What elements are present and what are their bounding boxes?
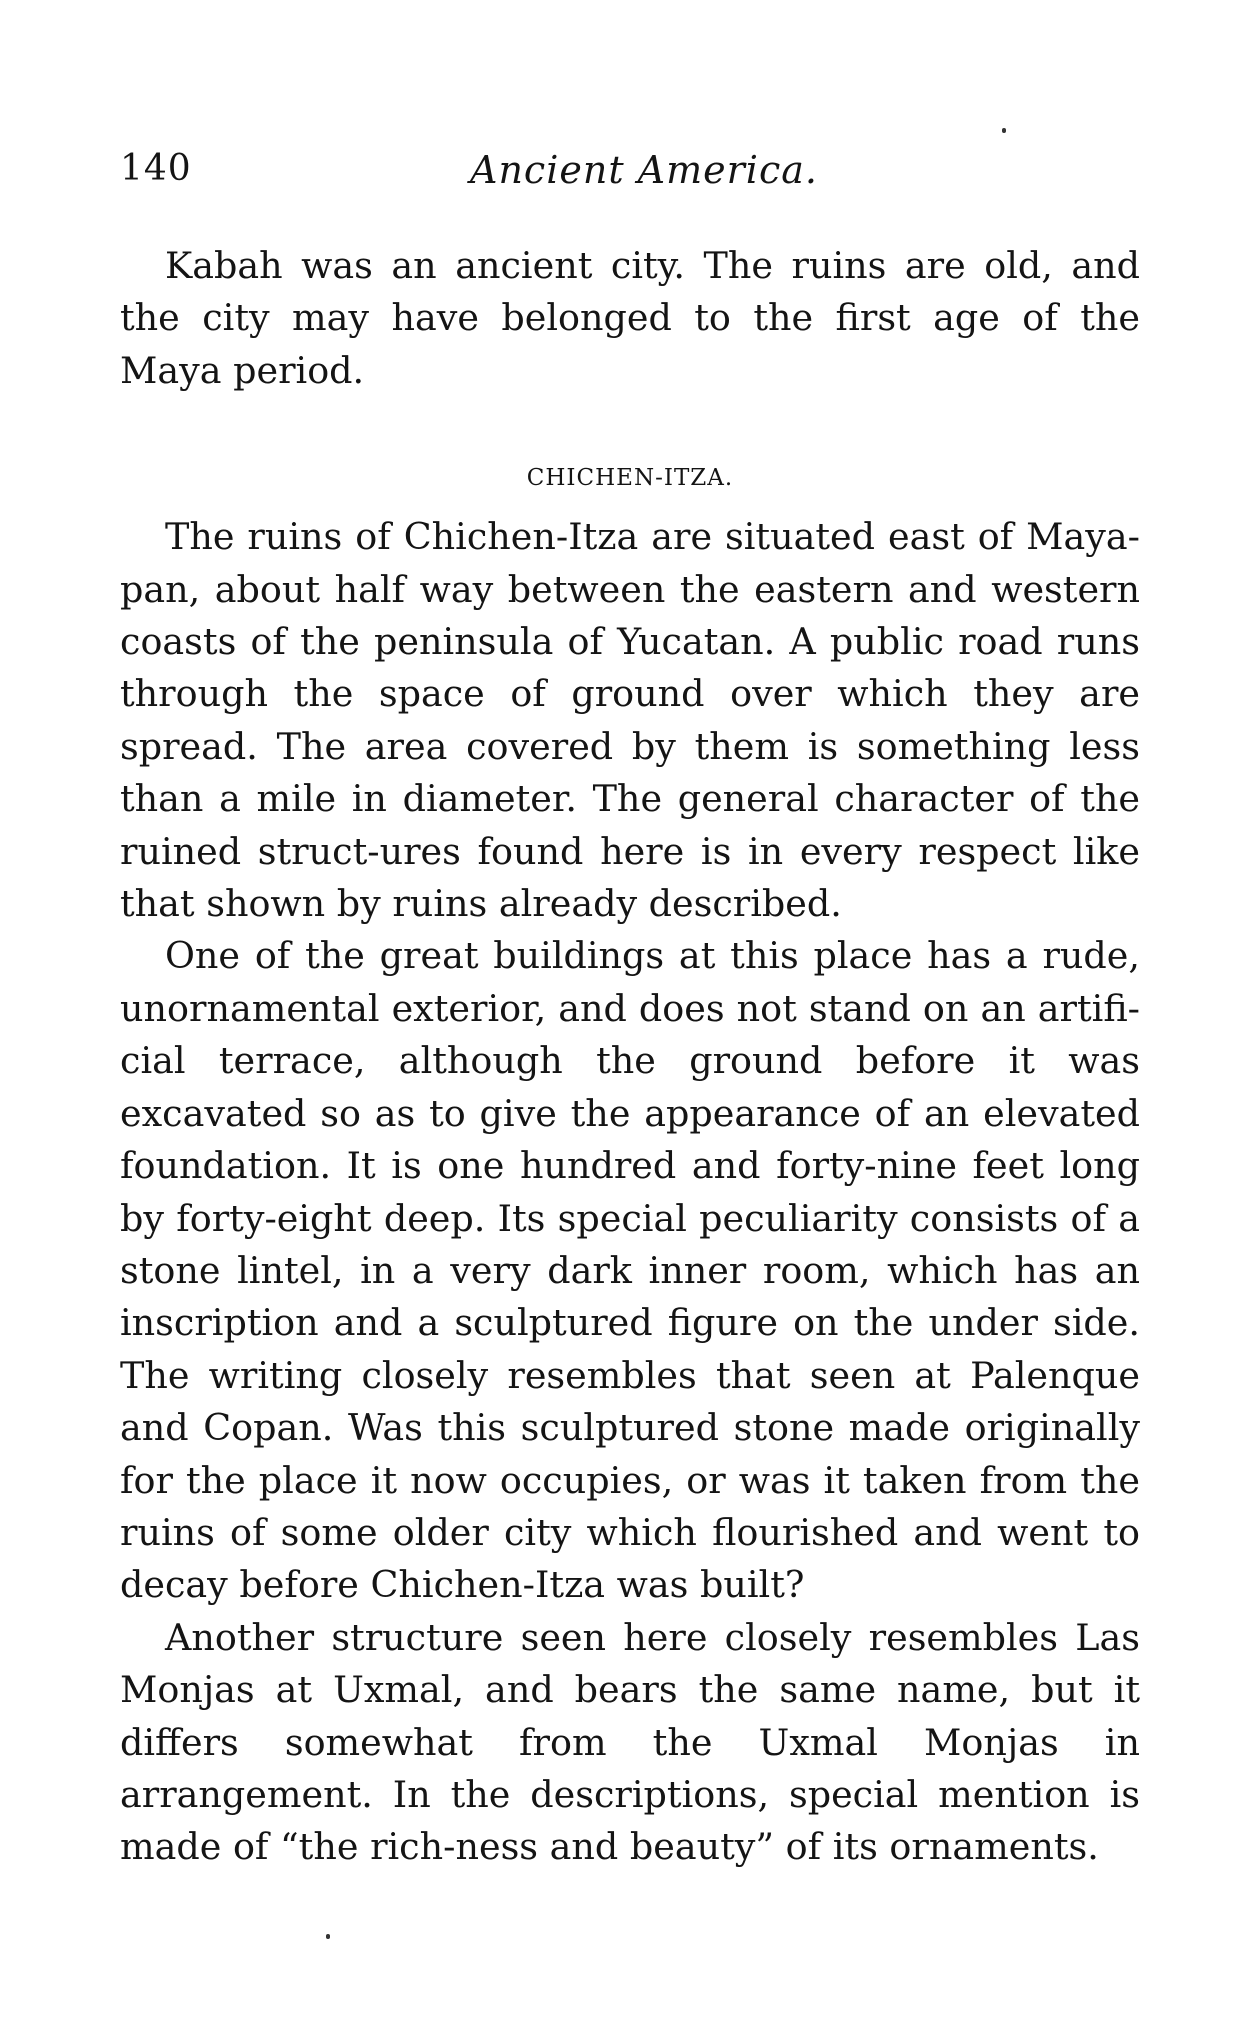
running-title: Ancient America. (470, 148, 818, 192)
ink-speck (326, 1934, 330, 1939)
ink-speck (1002, 128, 1006, 133)
intro-paragraph: Kabah was an ancient city. The ruins are old, and the city may have belonged to the first age of the Maya period. (120, 244, 1140, 392)
page-number: 140 (120, 148, 192, 189)
paragraph-2: One of the great buildings at this place has a rude, unornamental exterior, and does not stand on an artifi-cial terrace, although the ground before it was excavated so as to give the appearance of an elevated foundation. It is one hundred and forty-nine feet long by forty-eight deep. Its special peculiarity consists of a stone lintel, in a very dark inner room, which has an inscription and a sculptured figure on the under side. The writing closely resembles that seen at Palenque and Copan. Was this sculptured stone made originally for the place it now occupies, or was it taken from the ruins of some older city which flourished and went to decay before Chichen-Itza was built? (120, 934, 1140, 1607)
paragraph-3: Another structure seen here closely resembles Las Monjas at Uxmal, and bears the same name, but it differs somewhat from the Uxmal Monjas in arrangement. In the descriptions, special mention is made of “the rich-ness and beauty” of its ornaments. (120, 1615, 1140, 1869)
page-body (120, 240, 1140, 1874)
paragraph-1: The ruins of Chichen-Itza are situated east of Maya-pan, about half way between the eastern and western coasts of the peninsula of Yucatan. A public road runs through the space of ground over which they are spread. The area covered by them is something less than a mile in diameter. The general character of the ruined struct-ures found here is in every respect like that shown by ruins already described. (120, 515, 1140, 926)
page-header (120, 148, 1140, 208)
section-heading: CHICHEN-ITZA. (526, 465, 734, 492)
